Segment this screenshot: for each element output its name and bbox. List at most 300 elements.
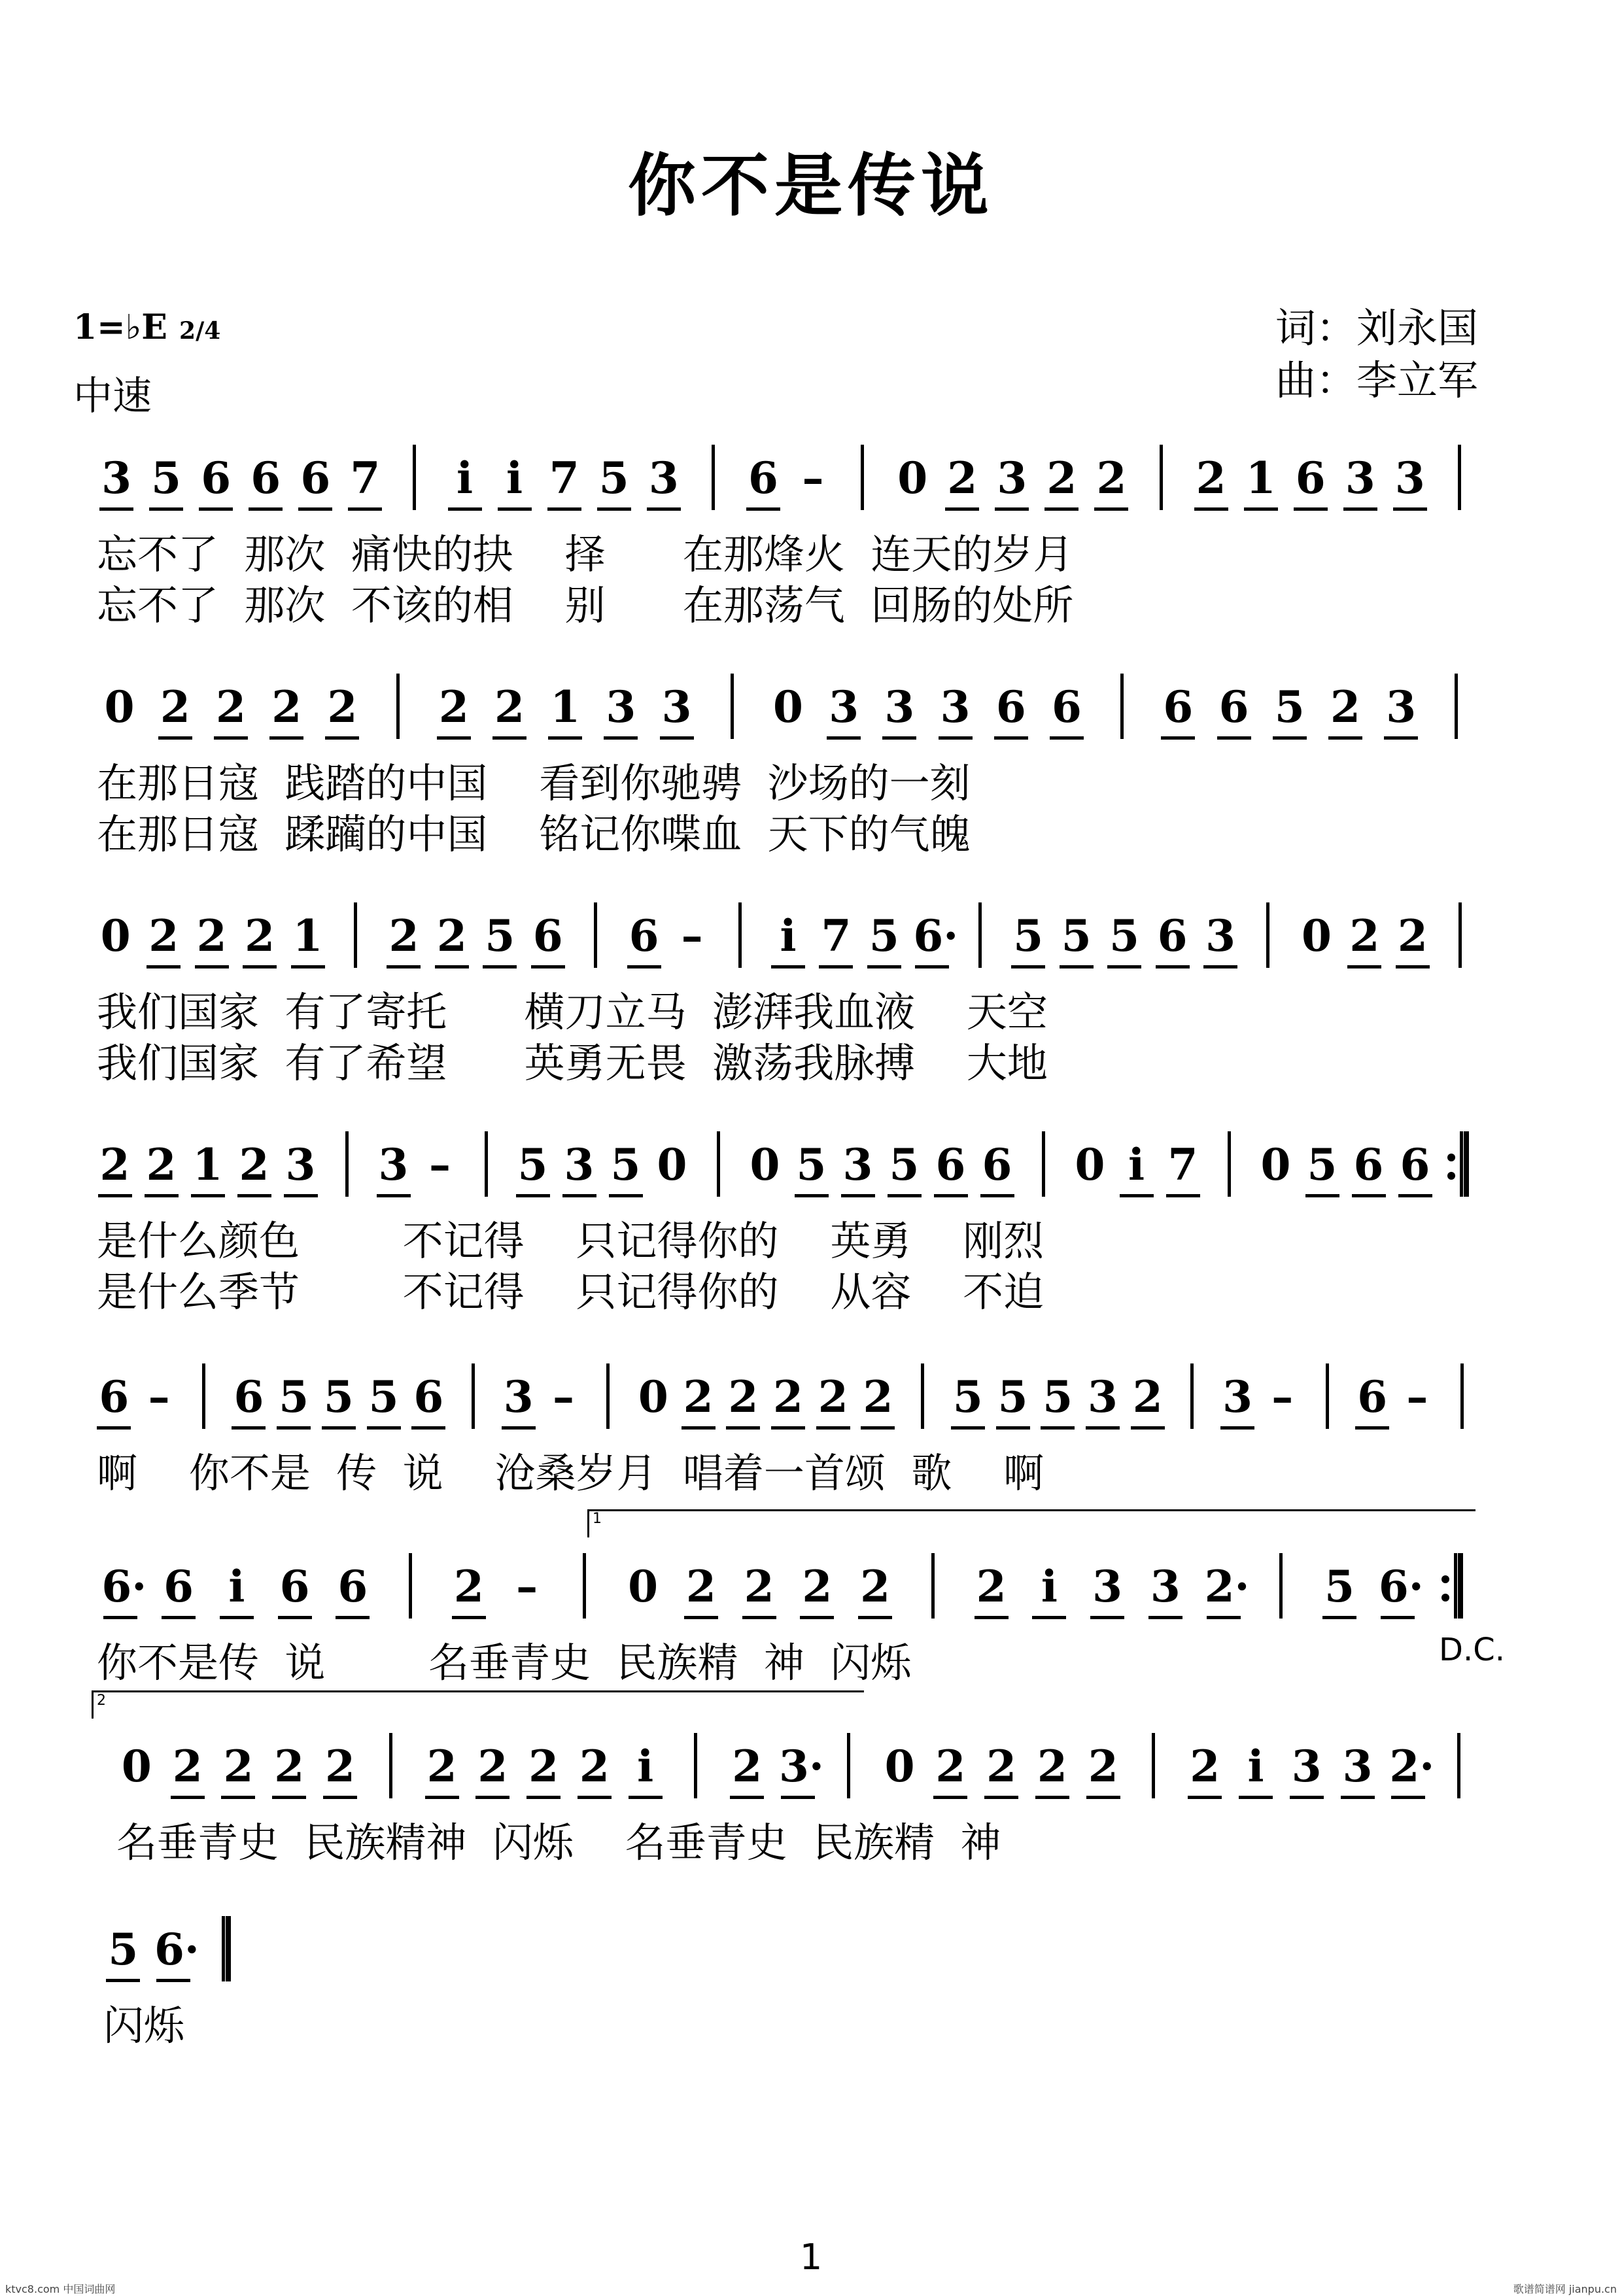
note: 0: [628, 1561, 659, 1612]
note: 1: [1245, 453, 1276, 504]
note-underline: [147, 965, 181, 968]
note: 3: [940, 681, 971, 732]
note-underline: [367, 1426, 401, 1430]
lyric-line: 你不是传 说 名垂青史 民族精 神 闪烁: [97, 1639, 912, 1687]
note: 5: [598, 453, 629, 504]
note: 3: [101, 453, 131, 504]
bar-line: [1458, 445, 1461, 510]
note: 2: [1397, 910, 1428, 961]
note: 2: [453, 1561, 484, 1612]
note: 3: [1205, 910, 1235, 961]
lyric-line: 是什么季节 不记得 只记得你的 从容 不迫: [97, 1268, 1044, 1316]
note-underline: [425, 1796, 459, 1799]
note: 2: [579, 1741, 610, 1792]
note: 5: [1043, 1371, 1073, 1422]
note-underline: [597, 507, 631, 511]
note: 3: [1386, 681, 1417, 732]
lyric-line: 在那日寇 践踏的中国 看到你驰骋 沙场的一刻: [97, 759, 971, 807]
bar-line: [738, 902, 742, 968]
note: 3: [661, 681, 692, 732]
note-underline: [1381, 1616, 1415, 1619]
note-underline: [771, 965, 805, 968]
lyric-line: 是什么颜色 不记得 只记得你的 英勇 刚烈: [97, 1217, 1044, 1265]
note-underline: [1290, 1796, 1324, 1799]
note-underline: [99, 507, 133, 511]
note: 5: [869, 910, 899, 961]
bar-line: [413, 445, 416, 510]
note: 5: [1307, 1139, 1337, 1190]
note: 5: [889, 1139, 920, 1190]
bar-line: [931, 1553, 935, 1619]
bar-line: [1279, 1553, 1283, 1619]
bar-line: [345, 1131, 349, 1197]
note: 2: [947, 453, 978, 504]
note: 2: [494, 681, 525, 732]
note-underline: [915, 965, 949, 968]
note-underline: [502, 1426, 536, 1430]
note-underline: [232, 1426, 266, 1430]
note-underline: [647, 507, 681, 511]
note: 5: [279, 1371, 309, 1422]
note: 6: [413, 1371, 444, 1422]
note: 6: [300, 453, 331, 504]
note: 2: [274, 1741, 305, 1792]
note-underline: [323, 1796, 357, 1799]
note: 2: [802, 1561, 833, 1612]
note: 3: [1345, 453, 1375, 504]
note-underline: [1305, 1194, 1339, 1197]
time-signature: 2/4: [179, 317, 221, 345]
bar-line: [861, 445, 864, 510]
note-underline: [1343, 507, 1377, 511]
note-underline: [214, 736, 248, 740]
note-underline: [516, 1194, 550, 1197]
note-underline: [162, 1616, 196, 1619]
note: 2: [271, 681, 302, 732]
note: 5: [485, 910, 515, 961]
note-row: [0, 1916, 1622, 1988]
note: 0: [104, 681, 135, 732]
bar-line: [712, 445, 715, 510]
note-underline: [475, 1796, 509, 1799]
note-underline: [336, 1616, 370, 1619]
note: 6: [1400, 1139, 1430, 1190]
bar-line: [1120, 674, 1124, 739]
volta-bracket-1: [587, 1509, 1475, 1537]
note: 0: [1260, 1139, 1291, 1190]
note-underline: [452, 1616, 486, 1619]
bar-line: [731, 674, 734, 739]
end-bar-line: [222, 1916, 231, 1981]
note: 3: [648, 453, 679, 504]
note: 3: [285, 1139, 316, 1190]
note-underline: [1217, 736, 1251, 740]
note-underline: [827, 736, 861, 740]
note-underline: [1032, 1616, 1066, 1619]
note-underline: [1391, 1796, 1425, 1799]
note-underline: [103, 1616, 137, 1619]
note: 6: [935, 1139, 966, 1190]
note-underline: [149, 507, 183, 511]
dash-note: –: [1406, 1371, 1428, 1422]
note-underline: [1355, 1426, 1389, 1430]
dc-mark: D.C.: [1439, 1632, 1505, 1668]
note-underline: [492, 736, 526, 740]
note-underline: [1244, 507, 1278, 511]
note-underline: [1120, 1194, 1154, 1197]
note: 6: [337, 1561, 368, 1612]
note-underline: [604, 736, 638, 740]
note-row: [0, 1131, 1622, 1203]
note: 5: [1324, 1561, 1355, 1612]
note-underline: [858, 1616, 892, 1619]
note: 6: [164, 1561, 194, 1612]
note-underline: [888, 1194, 922, 1197]
note-underline: [1194, 507, 1228, 511]
note-underline: [1398, 1194, 1432, 1197]
note: 3: [503, 1371, 534, 1422]
note: 2: [744, 1561, 774, 1612]
note: 6: [995, 681, 1026, 732]
note-underline: [1161, 736, 1195, 740]
note-underline: [106, 1979, 140, 1982]
note: 3: [884, 681, 915, 732]
note: 2: [327, 681, 358, 732]
note: 2: [986, 1741, 1017, 1792]
dash-note: –: [552, 1371, 574, 1422]
note: 7: [549, 453, 579, 504]
note: 2: [196, 910, 227, 961]
note: 3: [1291, 1741, 1322, 1792]
note: 5: [151, 453, 182, 504]
note: 5: [1109, 910, 1140, 961]
note-underline: [629, 1796, 663, 1799]
bar-line: [202, 1363, 205, 1429]
note-row: [0, 674, 1622, 745]
note: 5: [796, 1139, 827, 1190]
note-underline: [945, 507, 979, 511]
note: 6: [250, 453, 281, 504]
note-underline: [682, 1426, 716, 1430]
note: 2: [438, 681, 469, 732]
note-underline: [1203, 965, 1237, 968]
note: 2: [388, 910, 419, 961]
note: 2: [1132, 1371, 1163, 1422]
note: 1: [292, 910, 323, 961]
note-underline: [277, 1426, 311, 1430]
key-label: 1=♭E: [73, 307, 167, 347]
note-underline: [249, 507, 283, 511]
note-underline: [1396, 965, 1430, 968]
note-underline: [951, 1426, 985, 1430]
repeat-dot: [1447, 1154, 1455, 1161]
note: 7: [350, 453, 381, 504]
dash-note: –: [148, 1371, 170, 1422]
note-underline: [98, 1194, 132, 1197]
note: 0: [121, 1741, 152, 1792]
note-underline: [348, 507, 382, 511]
end-bar-line: [1454, 1553, 1463, 1619]
note-underline: [1086, 1796, 1120, 1799]
dash-note: –: [429, 1139, 451, 1190]
bar-line: [1326, 1363, 1329, 1429]
note: 6·: [1378, 1561, 1424, 1612]
note: 1: [192, 1139, 223, 1190]
note-underline: [841, 1194, 875, 1197]
note-underline: [1156, 965, 1190, 968]
note-underline: [730, 1796, 764, 1799]
note-underline: [994, 736, 1028, 740]
lyric-line: 忘不了 那次 痛快的抉 择 在那烽火 连天的岁月: [97, 530, 1074, 578]
note: 5: [997, 1371, 1028, 1422]
note-underline: [284, 1194, 318, 1197]
volta-bracket-2: [92, 1690, 864, 1719]
note: 6: [1357, 1371, 1388, 1422]
note-underline: [498, 507, 532, 511]
note-row: [0, 1363, 1622, 1435]
note: 2: [325, 1741, 355, 1792]
note-underline: [195, 965, 229, 968]
note-underline: [547, 507, 581, 511]
bar-line: [389, 1733, 392, 1798]
note-underline: [861, 1426, 895, 1430]
note: 2: [1349, 910, 1380, 961]
note: 0: [1301, 910, 1332, 961]
note: 2: [148, 910, 179, 961]
note: 2: [1088, 1741, 1118, 1792]
note: 2: [245, 910, 275, 961]
note: 6: [1353, 1139, 1384, 1190]
lyric-line: 闪烁: [103, 2002, 185, 2049]
note-underline: [800, 1616, 834, 1619]
note: 6·: [101, 1561, 147, 1612]
note-underline: [975, 1616, 1009, 1619]
note: 0: [884, 1741, 915, 1792]
note-row: [0, 445, 1622, 517]
note: 2: [1037, 1741, 1067, 1792]
lyric-line: 我们国家 有了寄托 横刀立马 澎湃我血液 天空: [97, 988, 1048, 1036]
note-underline: [1041, 1426, 1075, 1430]
bar-line: [472, 1363, 475, 1429]
volta-number-2: 2: [97, 1692, 106, 1709]
bar-line: [1152, 1733, 1155, 1798]
note: 3: [1087, 1371, 1118, 1422]
note: 2: [1330, 681, 1360, 732]
note-underline: [158, 736, 192, 740]
note: 7: [1167, 1139, 1198, 1190]
note-underline: [483, 965, 517, 968]
lyric-line: 名垂青史 民族精神 闪烁 名垂青史 民族精 神: [116, 1819, 1001, 1866]
note: 5: [517, 1139, 548, 1190]
bar-line: [1458, 902, 1462, 968]
note: 5: [1013, 910, 1044, 961]
note: 5: [108, 1924, 139, 1975]
note-underline: [145, 1194, 179, 1197]
note: 3: [378, 1139, 409, 1190]
note-underline: [531, 965, 565, 968]
note: 0: [100, 910, 131, 961]
note-underline: [995, 507, 1029, 511]
note: i: [456, 453, 474, 504]
note-underline: [771, 1426, 805, 1430]
note-underline: [609, 1194, 643, 1197]
note-underline: [578, 1796, 612, 1799]
bar-line: [1160, 445, 1163, 510]
dash-note: –: [802, 453, 824, 504]
note: 3: [997, 453, 1027, 504]
note-underline: [243, 965, 277, 968]
note: 6: [1218, 681, 1249, 732]
note-underline: [934, 1194, 968, 1197]
note: 2: [426, 1741, 457, 1792]
note: 5: [368, 1371, 399, 1422]
lyric-line: 啊 你不是 传 说 沧桑岁月 唱着一首颂 歌 啊: [97, 1449, 1044, 1497]
note: 6: [982, 1139, 1012, 1190]
note: i: [637, 1741, 654, 1792]
note: 3: [829, 681, 859, 732]
bar-line: [1042, 1131, 1045, 1197]
note: 5: [610, 1139, 641, 1190]
note: 2: [685, 1561, 716, 1612]
note: i: [780, 910, 797, 961]
bar-line: [354, 902, 357, 968]
note-underline: [1393, 507, 1427, 511]
bar-line: [1266, 902, 1269, 968]
note-underline: [939, 736, 973, 740]
bar-line: [921, 1363, 924, 1429]
note-underline: [980, 1194, 1014, 1197]
note: 2: [99, 1139, 130, 1190]
bar-line: [396, 674, 400, 739]
note: 2: [728, 1371, 759, 1422]
note-underline: [819, 965, 853, 968]
note-underline: [1352, 1194, 1386, 1197]
note: 6: [1295, 453, 1326, 504]
note-underline: [933, 1796, 967, 1799]
note-underline: [298, 507, 332, 511]
lyric-line: 在那日寇 蹂躏的中国 铭记你喋血 天下的气魄: [97, 810, 971, 858]
note-underline: [97, 1426, 131, 1430]
note: 6·: [913, 910, 959, 961]
note: 6: [1163, 681, 1194, 732]
note: 0: [638, 1371, 668, 1422]
note: 0: [897, 453, 928, 504]
repeat-dot: [1447, 1172, 1455, 1180]
note: 2: [732, 1741, 763, 1792]
note-underline: [435, 965, 469, 968]
bar-line: [409, 1553, 412, 1619]
note: 5: [323, 1371, 354, 1422]
note-underline: [816, 1426, 850, 1430]
note: 2: [436, 910, 467, 961]
note-underline: [199, 507, 233, 511]
note: 0: [657, 1139, 687, 1190]
note: 2: [1046, 453, 1077, 504]
note-underline: [220, 1616, 254, 1619]
bar-line: [1457, 1733, 1460, 1798]
note: 2·: [1389, 1741, 1435, 1792]
bar-line: [1460, 1363, 1464, 1429]
note: 6: [1052, 681, 1082, 732]
note-underline: [278, 1616, 312, 1619]
note-underline: [377, 1194, 411, 1197]
note: 6: [748, 453, 778, 504]
bar-line: [1228, 1131, 1231, 1197]
note: 2: [223, 1741, 254, 1792]
composer: 曲：李立军: [1275, 356, 1478, 404]
note-underline: [1328, 736, 1362, 740]
note: 2: [216, 681, 246, 732]
note-underline: [867, 965, 901, 968]
note-underline: [448, 507, 482, 511]
bar-line: [1455, 674, 1458, 739]
note: 1: [550, 681, 581, 732]
note-row: [0, 1553, 1622, 1625]
note-underline: [1131, 1426, 1165, 1430]
note: 6: [1157, 910, 1188, 961]
dash-note: –: [681, 910, 703, 961]
note: 5: [1274, 681, 1305, 732]
note-underline: [272, 1796, 306, 1799]
note: 2·: [1204, 1561, 1250, 1612]
note: 3: [1150, 1561, 1181, 1612]
note: 2: [683, 1371, 714, 1422]
note-underline: [526, 1796, 561, 1799]
bar-line: [1190, 1363, 1194, 1429]
note-underline: [726, 1426, 760, 1430]
note-underline: [1011, 965, 1045, 968]
note: 2: [239, 1139, 269, 1190]
bar-line: [594, 902, 597, 968]
lyric-line: 我们国家 有了希望 英勇无畏 激荡我脉搏 大地: [97, 1039, 1048, 1087]
footer-right: 歌谱简谱网 jianpu.cn: [1513, 2283, 1617, 2295]
note: 6: [99, 1371, 129, 1422]
note-underline: [221, 1796, 255, 1799]
note: 3·: [779, 1741, 824, 1792]
tempo-marking: 中速: [73, 373, 152, 419]
note-underline: [171, 1796, 205, 1799]
note-underline: [1188, 1796, 1222, 1799]
note: 7: [821, 910, 852, 961]
note: 6: [233, 1371, 264, 1422]
note: 6: [201, 453, 232, 504]
note: 6: [279, 1561, 310, 1612]
note: i: [228, 1561, 245, 1612]
note-underline: [1347, 965, 1381, 968]
note-underline: [1207, 1616, 1241, 1619]
note-underline: [1060, 965, 1094, 968]
note-underline: [781, 1796, 815, 1799]
note-underline: [742, 1616, 776, 1619]
note: 2: [172, 1741, 203, 1792]
bar-line: [978, 902, 982, 968]
note-underline: [1086, 1426, 1120, 1430]
note: 6: [532, 910, 563, 961]
note-underline: [660, 736, 694, 740]
note-underline: [1094, 507, 1128, 511]
note-underline: [1273, 736, 1307, 740]
note-underline: [562, 1194, 596, 1197]
note-underline: [548, 736, 582, 740]
bar-line: [606, 1363, 610, 1429]
key-signature: [73, 307, 220, 347]
note-underline: [291, 965, 325, 968]
note-underline: [627, 965, 661, 968]
bar-line: [583, 1553, 586, 1619]
note: 0: [750, 1139, 780, 1190]
note-underline: [269, 736, 303, 740]
note: 2: [860, 1561, 891, 1612]
